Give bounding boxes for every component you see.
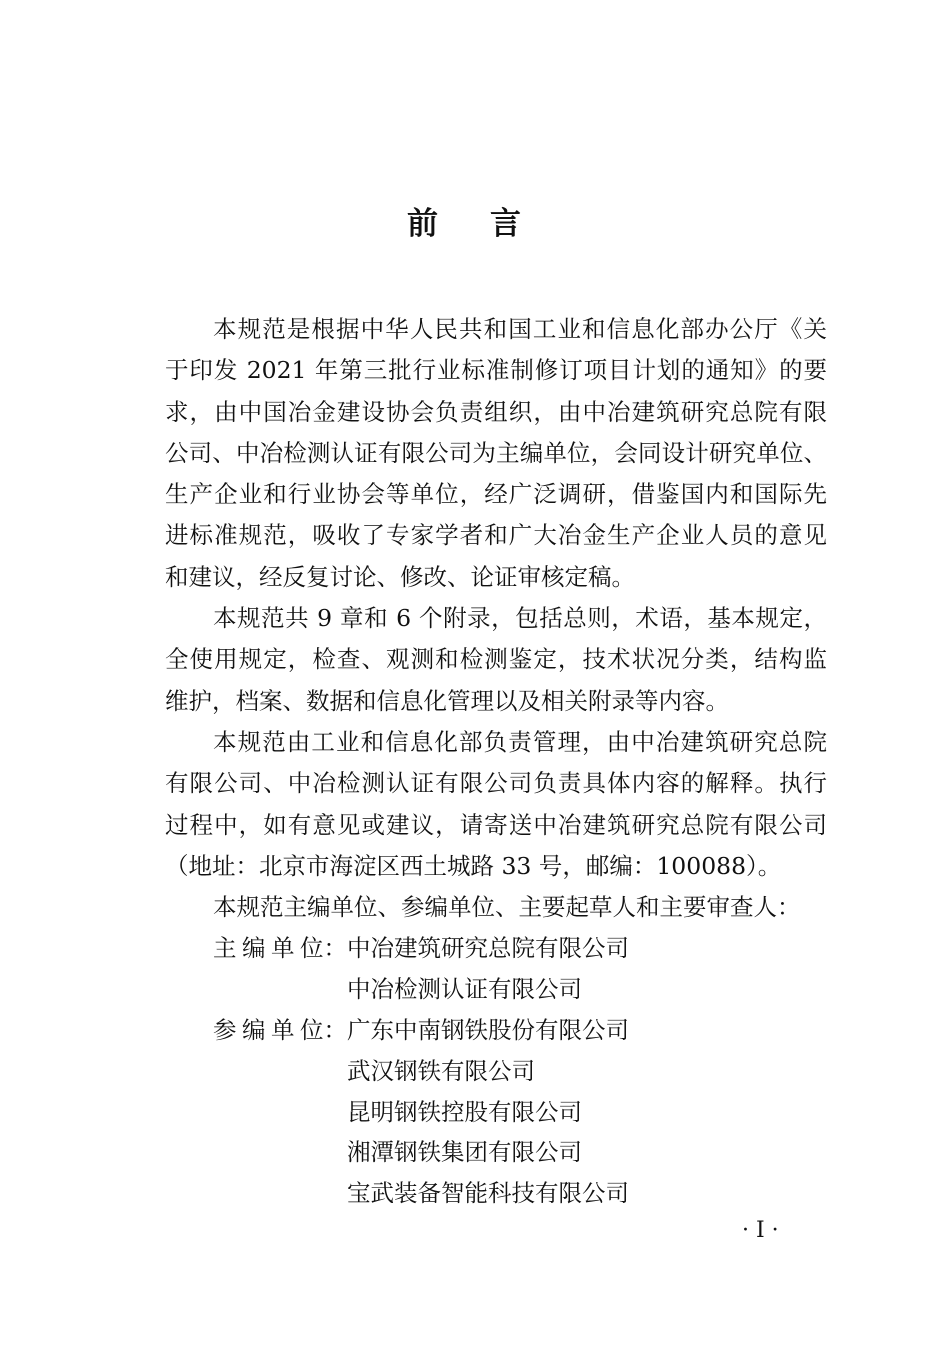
chief-units-label: 主编单位 bbox=[213, 934, 324, 963]
colon: ： bbox=[323, 1016, 347, 1045]
text-line: 和建议，经反复讨论、修改、论证审核定稿。 bbox=[165, 562, 635, 591]
text-line: 过程中，如有意见或建议，请寄送中冶建筑研究总院有限公司 bbox=[165, 810, 827, 839]
text-line: 公司、中冶检测认证有限公司为主编单位，会同设计研究单位、 bbox=[165, 438, 827, 467]
text-line: 全使用规定，检查、观测和检测鉴定，技术状况分类，结构监 bbox=[165, 645, 827, 674]
text-line: 本规范由工业和信息化部负责管理，由中冶建筑研究总院 bbox=[213, 727, 827, 756]
participating-units bbox=[165, 1010, 827, 1214]
paragraph-1 bbox=[165, 309, 827, 598]
text-line: 本规范共 9 章和 6 个附录，包括总则，术语，基本规定， bbox=[213, 604, 827, 633]
org-name: 武汉钢铁有限公司 bbox=[347, 1056, 535, 1085]
preface-body bbox=[165, 309, 827, 1214]
chief-units bbox=[165, 928, 827, 1010]
org-name: 中冶建筑研究总院有限公司 bbox=[347, 934, 629, 963]
org-name: 中冶检测认证有限公司 bbox=[347, 975, 582, 1004]
org-name: 昆明钢铁控股有限公司 bbox=[347, 1097, 582, 1126]
org-name: 湘潭钢铁集团有限公司 bbox=[347, 1138, 582, 1167]
text-line: 本规范是根据中华人民共和国工业和信息化部办公厅《关 bbox=[213, 315, 827, 343]
org-name: 宝武装备智能科技有限公司 bbox=[347, 1179, 629, 1208]
paragraph-4 bbox=[165, 887, 827, 928]
text-line: 生产企业和行业协会等单位，经广泛调研，借鉴国内和国际先 bbox=[165, 480, 827, 509]
text-line: 本规范主编单位、参编单位、主要起草人和主要审查人： bbox=[213, 893, 801, 922]
paragraph-3 bbox=[165, 722, 827, 887]
participating-units-label: 参编单位 bbox=[213, 1016, 324, 1045]
text-line: 维护，档案、数据和信息化管理以及相关附录等内容。 bbox=[165, 686, 729, 715]
paragraph-2 bbox=[165, 598, 827, 722]
text-line: 求，由中国冶金建设协会负责组织，由中冶建筑研究总院有限 bbox=[165, 397, 827, 426]
page-number: · I · bbox=[742, 1218, 779, 1243]
text-line: 进标准规范，吸收了专家学者和广大冶金生产企业人员的意见 bbox=[165, 521, 827, 550]
colon: ： bbox=[323, 934, 347, 963]
org-name: 广东中南钢铁股份有限公司 bbox=[347, 1016, 629, 1045]
text-line: （地址：北京市海淀区西土城路 33 号，邮编：100088）。 bbox=[165, 851, 782, 880]
text-line: 于印发 2021 年第三批行业标准制修订项目计划的通知》的要 bbox=[165, 356, 827, 385]
page-title: 前言 bbox=[407, 206, 573, 242]
text-line: 有限公司、中冶检测认证有限公司负责具体内容的解释。执行 bbox=[165, 769, 827, 798]
